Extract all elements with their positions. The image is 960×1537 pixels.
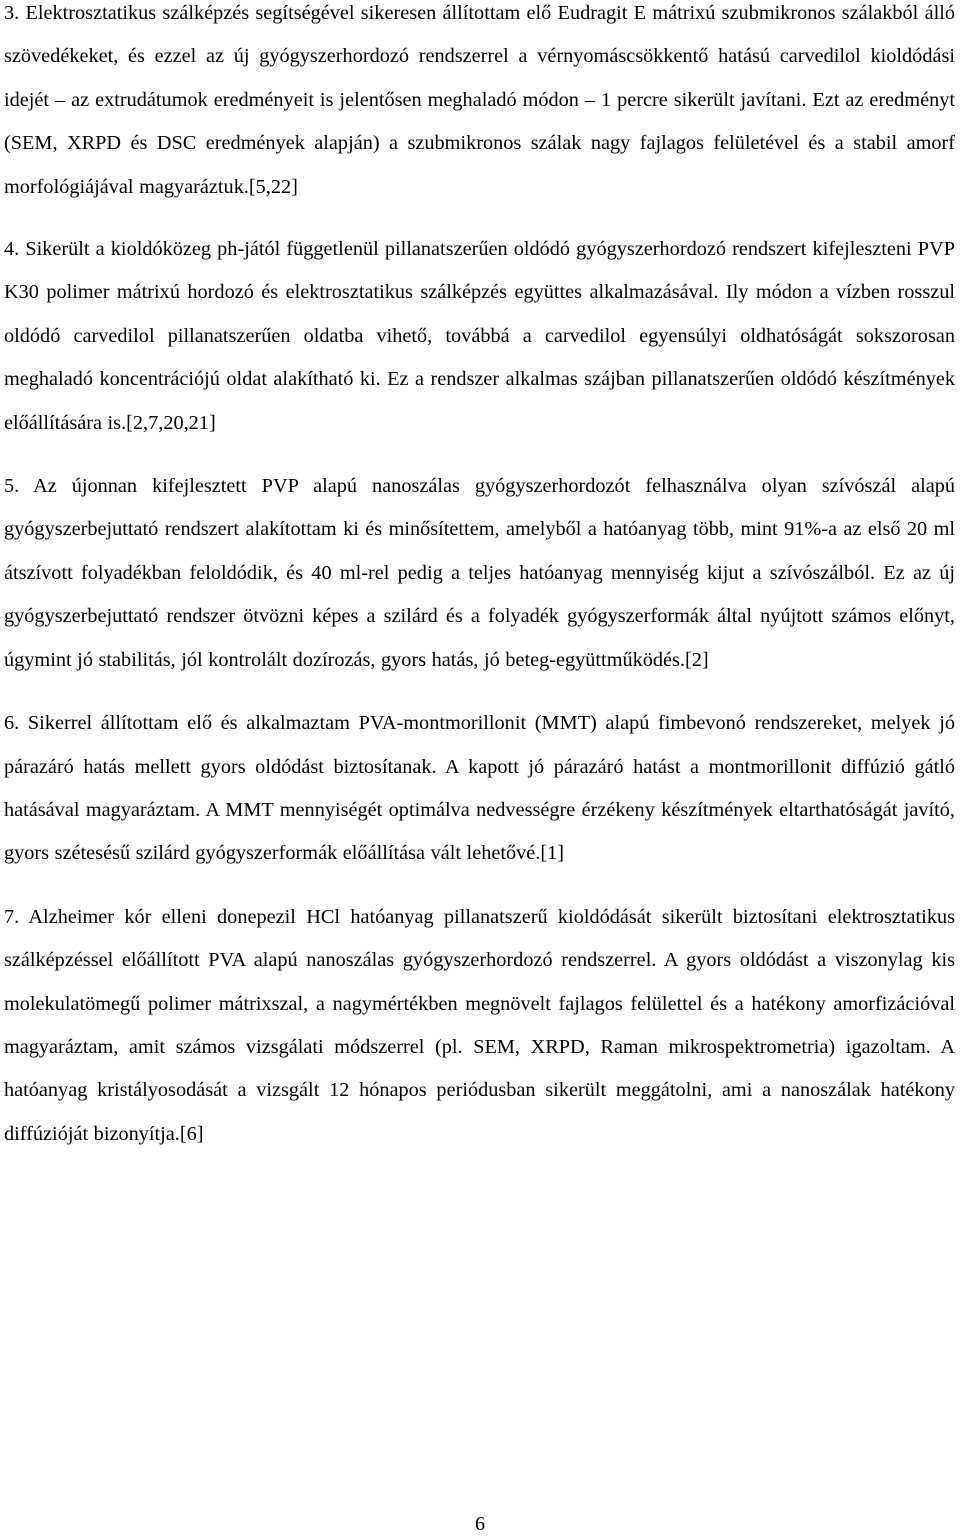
page-number: 6 bbox=[475, 1513, 485, 1535]
paragraph-4: 4. Sikerült a kioldóközeg ph-jától függetlenül pillanatszerűen oldódó gyógyszerhordozó rendszert kifejleszteni PVP K30 polimer mátrixú hordozó és elektrosztatikus szálképzés együttes alkalmazásával. Ily módon a vízben rosszul oldódó carvedilol pillanatszerűen oldatba vihető, továbbá a carvedilol egyensúlyi oldhatóságát sokszorosan meghaladó koncentrációjú oldat alakítható ki. Ez a rendszer alkalmas szájban pillanatszerűen oldódó készítmények előállítására is.[2,7,20,21] bbox=[4, 238, 955, 434]
paragraph-7: 7. Alzheimer kór elleni donepezil HCl hatóanyag pillanatszerű kioldódását sikerült biztosítani elektrosztatikus szálképzéssel előállított PVA alapú nanoszálas gyógyszerhordozó rendszerrel. A gyors oldódást a viszonylag kis molekulatömegű polimer mátrixszal, a nagymértékben megnövelt fajlagos felülettel és a hatékony amorfizációval magyaráztam, amit számos vizsgálati módszerrel (pl. SEM, XRPD, Raman mikrospektrometria) igazoltam. A hatóanyag kristályosodását a vizsgált 12 hónapos periódusban sikerült meggátolni, ami a nanoszálak hatékony diffúzióját bizonyítja.[6] bbox=[4, 905, 955, 1145]
paragraph-6: 6. Sikerrel állítottam elő és alkalmaztam PVA-montmorillonit (MMT) alapú fimbevonó rendszereket, melyek jó párazáró hatás mellett gyors oldódást biztosítanak. A kapott jó párazáró hatást a montmorillonit diffúzió gátló hatásával magyaráztam. A MMT mennyiségét optimálva nedvességre érzékeny készítmények eltarthatóságát javító, gyors szétesésű szilárd gyógyszerformák előállítása vált lehetővé.[1] bbox=[4, 712, 955, 865]
document-body bbox=[4, 0, 955, 1156]
paragraph-5: 5. Az újonnan kifejlesztett PVP alapú nanoszálas gyógyszerhordozót felhasználva olyan szívószál alapú gyógyszerbejuttató rendszert alakítottam ki és minősítettem, amelyből a hatóanyag több, mint 91%-a az első 20 ml átszívott folyadékban feloldódik, és 40 ml-rel pedig a teljes hatóanyag mennyiség kijut a szívószálból. Ez az új gyógyszerbejuttató rendszer ötvözni képes a szilárd és a folyadék gyógyszerformák által nyújtott számos előnyt, úgymint jó stabilitás, jól kontrolált dozírozás, gyors hatás, jó beteg-együttműködés.[2] bbox=[4, 475, 955, 671]
paragraph-3: 3. Elektrosztatikus szálképzés segítségével sikeresen állítottam elő Eudragit E mátrixú szubmikronos szálakból álló szövedékeket, és ezzel az új gyógyszerhordozó rendszerrel a vérnyomáscsökkentő hatású carvedilol kioldódási idejét – az extrudátumok eredményeit is jelentősen meghaladó módon – 1 percre sikerült javítani. Ezt az eredményt (SEM, XRPD és DSC eredmények alapján) a szubmikronos szálak nagy fajlagos felületével és a stabil amorf morfológiájával magyaráztuk.[5,22] bbox=[4, 2, 955, 198]
